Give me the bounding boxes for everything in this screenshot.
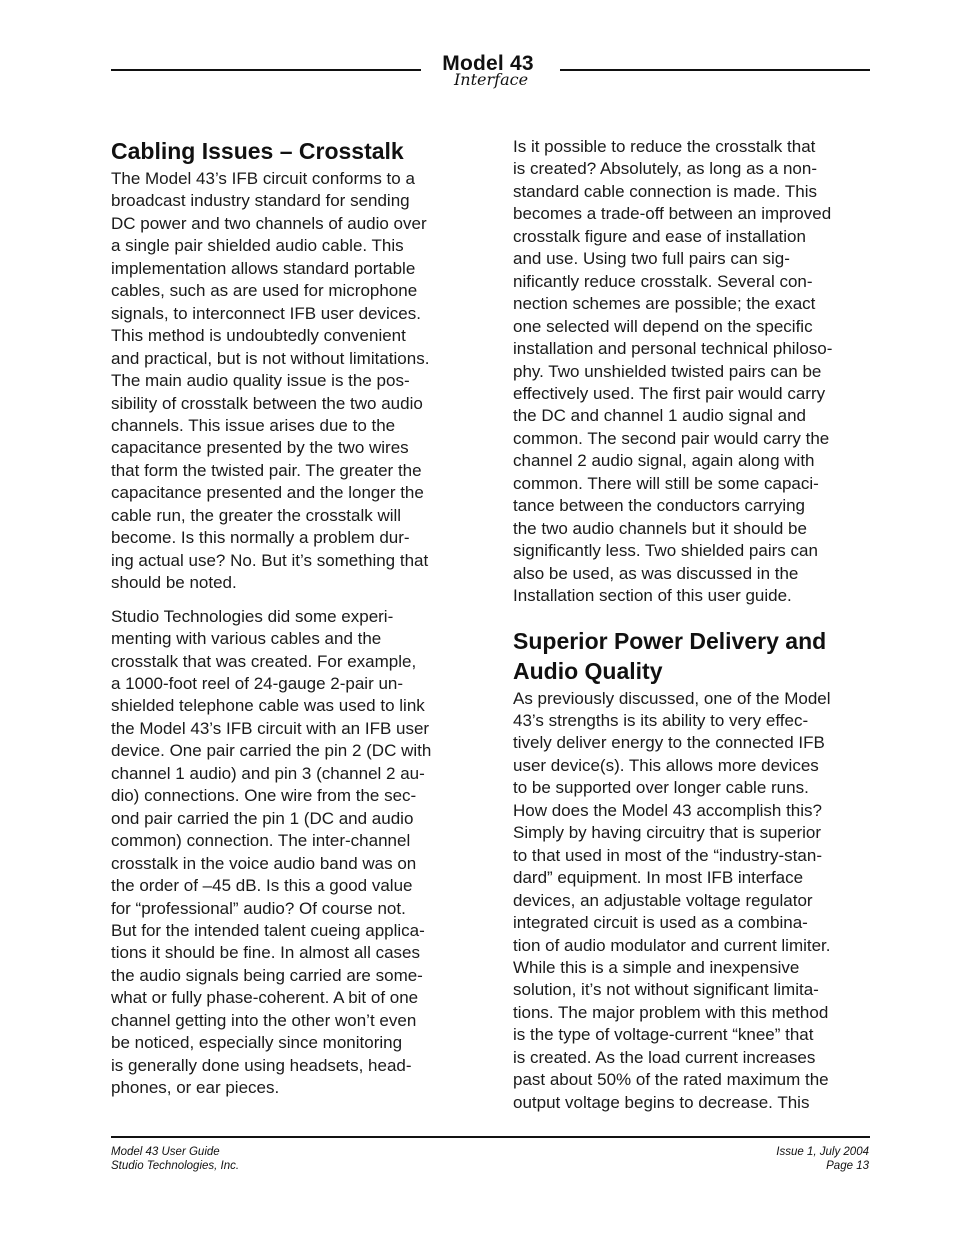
paragraph-crosstalk-intro — [111, 168, 471, 595]
footer-issue: Issue 1, July 2004 — [776, 1146, 869, 1158]
text-line: tions. The major problem with this method — [513, 1002, 829, 1022]
text-line: cables, such as are used for microphone — [111, 281, 418, 301]
text-line: common) connection. The inter-channel — [111, 831, 411, 851]
text-line: become. Is this normally a problem dur- — [111, 528, 410, 548]
text-line: is created. As the load current increases — [513, 1047, 816, 1067]
text-line: also be used, as was discussed in the — [513, 563, 799, 583]
text-line: device. One pair carried the pin 2 (DC with — [111, 741, 432, 761]
text-line: to that used in most of the “industry-stan- — [513, 845, 822, 865]
header-rule-left — [111, 69, 421, 71]
text-line: capacitance presented by the two wires — [111, 438, 409, 458]
text-line: output voltage begins to decrease. This — [513, 1092, 810, 1112]
logo-title: Model 43 — [442, 52, 534, 75]
footer-right — [776, 1145, 869, 1173]
text-line: past about 50% of the rated maximum the — [513, 1070, 829, 1090]
text-line: This method is undoubtedly convenient — [111, 326, 406, 346]
text-line: signals, to interconnect IFB user devices. — [111, 303, 421, 323]
text-line: be noticed, especially since monitoring — [111, 1033, 403, 1053]
text-line: devices, an adjustable voltage regulator — [513, 890, 813, 910]
text-line: Simply by having circuitry that is superior — [513, 823, 822, 843]
text-line: nificantly reduce crosstalk. Several con- — [513, 271, 813, 291]
text-line: implementation allows standard portable — [111, 258, 416, 278]
text-line: common. There will still be some capaci- — [513, 473, 819, 493]
text-line: But for the intended talent cueing applica- — [111, 920, 425, 940]
text-line: common. The second pair would carry the — [513, 428, 830, 448]
footer-rule — [111, 1136, 870, 1138]
text-line: Installation section of this user guide. — [513, 586, 792, 606]
logo-subtitle: Interface — [453, 70, 529, 89]
text-line: channel 1 audio) and pin 3 (channel 2 au- — [111, 763, 425, 783]
text-line: effectively used. The first pair would carry — [513, 383, 826, 403]
text-line: channel 2 audio signal, again along with — [513, 451, 815, 471]
text-line: menting with various cables and the — [111, 629, 382, 649]
text-line: tions it should be fine. In almost all cases — [111, 943, 420, 963]
text-line: becomes a trade-off between an improved — [513, 204, 832, 224]
text-line: integrated circuit is used as a combina- — [513, 913, 808, 933]
text-line: and practical, but is not without limitations. — [111, 348, 430, 368]
text-line: the order of –45 dB. Is this a good value — [111, 876, 413, 896]
text-line: the DC and channel 1 audio signal and — [513, 406, 806, 426]
text-line: Is it possible to reduce the crosstalk that — [513, 137, 816, 156]
text-line: that form the twisted pair. The greater the — [111, 460, 422, 480]
text-line: the audio signals being carried are some- — [111, 965, 423, 985]
text-line: one selected will depend on the specific — [513, 316, 813, 336]
text-line: tion of audio modulator and current limiter. — [513, 935, 831, 955]
text-line: channels. This issue arises due to the — [111, 415, 396, 435]
text-line: is generally done using headsets, head- — [111, 1055, 412, 1075]
text-line: is the type of voltage-current “knee” that — [513, 1025, 814, 1045]
right-column — [513, 136, 871, 1114]
footer-company: Studio Technologies, Inc. — [111, 1160, 240, 1172]
text-line: 43’s strengths is its ability to very effec- — [513, 710, 809, 730]
text-line: shielded telephone cable was used to link — [111, 696, 425, 716]
text-line: should be noted. — [111, 573, 237, 593]
text-line: The main audio quality issue is the pos- — [111, 371, 410, 391]
text-line: How does the Model 43 accomplish this? — [513, 800, 822, 820]
text-line: is created? Absolutely, as long as a non- — [513, 159, 817, 179]
text-line: significantly less. Two shielded pairs can — [513, 541, 818, 561]
text-line: Audio Quality — [513, 657, 663, 684]
text-line: Superior Power Delivery and — [513, 627, 827, 654]
text-line: standard cable connection is made. This — [513, 181, 817, 201]
section-heading-power-delivery — [513, 626, 871, 686]
text-line: installation and personal technical philoso- — [513, 339, 833, 359]
left-column — [111, 136, 471, 1100]
text-line: a single pair shielded audio cable. This — [111, 236, 404, 256]
text-line: dio) connections. One wire from the sec- — [111, 786, 417, 806]
text-line: crosstalk figure and ease of installation — [513, 226, 806, 246]
paragraph-power-delivery — [513, 688, 871, 1115]
paragraph-reduce-crosstalk — [513, 136, 871, 608]
text-line: for “professional” audio? Of course not. — [111, 898, 406, 918]
text-line: the Model 43’s IFB circuit with an IFB user — [111, 718, 430, 738]
text-line: Studio Technologies did some experi- — [111, 606, 394, 626]
text-line: cable run, the greater the crosstalk will — [111, 505, 402, 525]
text-line: As previously discussed, one of the Model — [513, 688, 831, 708]
model-43-logo — [423, 53, 553, 88]
text-line: tively deliver energy to the connected IFB — [513, 733, 825, 753]
text-line: capacitance presented and the longer the — [111, 483, 424, 503]
header-rule-right — [560, 69, 870, 71]
text-line: a 1000-foot reel of 24-gauge 2-pair un- — [111, 673, 404, 693]
text-line: and use. Using two full pairs can sig- — [513, 249, 790, 269]
text-line: phones, or ear pieces. — [111, 1078, 280, 1098]
text-line: to be supported over longer cable runs. — [513, 778, 809, 798]
text-line: nection schemes are possible; the exact — [513, 294, 816, 314]
text-line: channel getting into the other won’t even — [111, 1010, 417, 1030]
text-line: crosstalk in the voice audio band was on — [111, 853, 417, 873]
text-line: phy. Two unshielded twisted pairs can be — [513, 361, 822, 381]
text-line: user device(s). This allows more devices — [513, 755, 819, 775]
paragraph-crosstalk-experiment — [111, 606, 471, 1100]
text-line: broadcast industry standard for sending — [111, 191, 410, 211]
text-line: solution, it’s not without significant limita- — [513, 980, 819, 1000]
text-line: crosstalk that was created. For example, — [111, 651, 417, 671]
section-heading-crosstalk: Cabling Issues – Crosstalk — [111, 138, 404, 164]
text-line: sibility of crosstalk between the two audio — [111, 393, 423, 413]
text-line: ing actual use? No. But it’s something that — [111, 550, 429, 570]
text-line: tance between the conductors carrying — [513, 496, 806, 516]
text-line: dard” equipment. In most IFB interface — [513, 868, 804, 888]
text-line: what or fully phase-coherent. A bit of one — [111, 988, 419, 1008]
footer-page-number: Page 13 — [826, 1160, 869, 1172]
footer-guide-title: Model 43 User Guide — [111, 1146, 220, 1158]
text-line: DC power and two channels of audio over — [111, 213, 427, 233]
footer-left — [111, 1145, 239, 1173]
text-line: The Model 43’s IFB circuit conforms to a — [111, 169, 415, 188]
text-line: ond pair carried the pin 1 (DC and audio — [111, 808, 414, 828]
text-line: While this is a simple and inexpensive — [513, 957, 800, 977]
text-line: the two audio channels but it should be — [513, 518, 807, 538]
